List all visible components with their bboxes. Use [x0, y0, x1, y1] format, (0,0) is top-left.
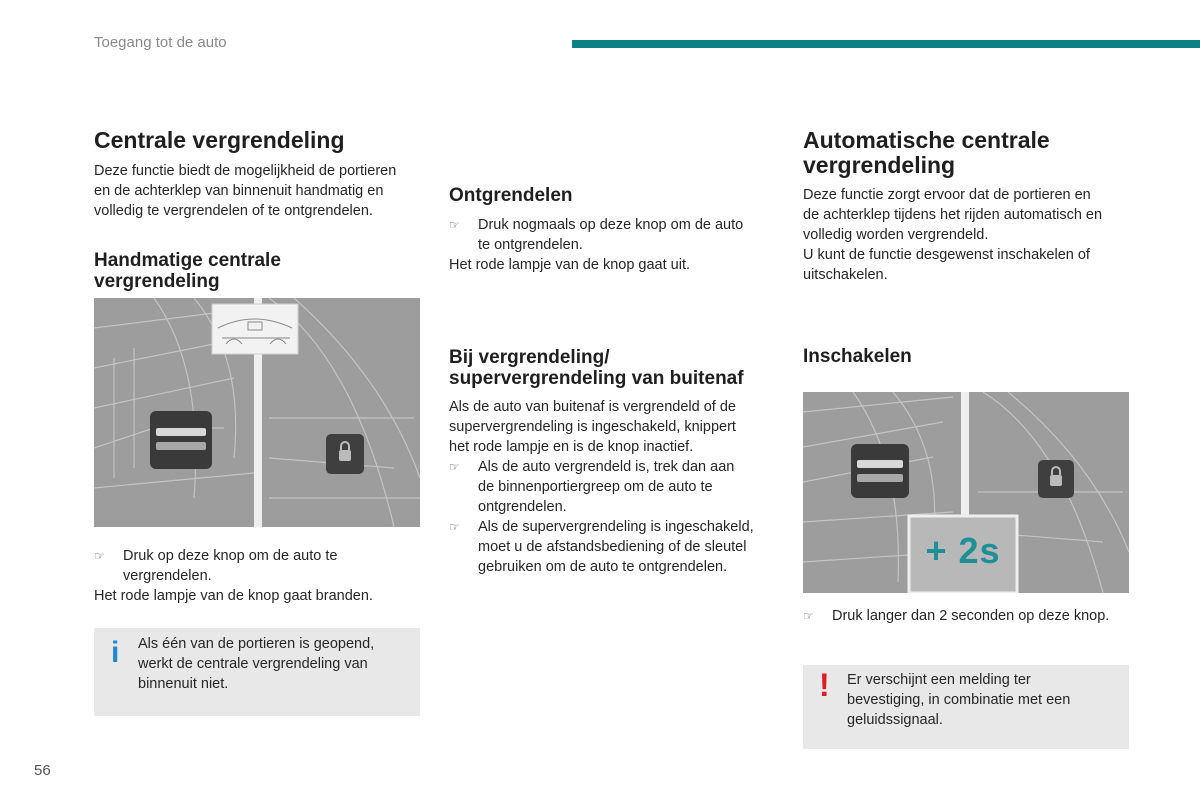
note-line: binnenuit niet.	[138, 676, 229, 692]
intro-line: volledig te vergrendelen of te ontgrendelen.	[94, 203, 373, 219]
column-1	[94, 128, 424, 292]
note-line: Er verschijnt een melding ter	[847, 672, 1031, 688]
note-line: geluidssignaal.	[847, 712, 943, 728]
ext-bullet-2	[449, 517, 779, 577]
subsection-title: Handmatige centrale	[94, 250, 281, 271]
bullet-line: Als de supervergrendeling is ingeschakeld,	[478, 519, 754, 535]
header-accent-bar	[572, 40, 1200, 48]
auto-lock-button-photo	[803, 392, 1129, 593]
note-line: Als één van de portieren is geopend,	[138, 636, 375, 652]
ext-intro-line: het rode lampje en is de knop inactief.	[449, 439, 694, 455]
external-lock-title: supervergrendeling van buitenaf	[449, 368, 744, 389]
column-2	[449, 185, 779, 577]
hand-pointer-icon: ☞	[449, 218, 460, 232]
info-note	[94, 628, 420, 716]
instruction-bullet	[803, 606, 1143, 626]
section-title: Centrale vergrendeling	[94, 127, 345, 153]
intro-line: Deze functie biedt de mogelijkheid de portieren	[94, 163, 397, 179]
bullet-line: moet u de afstandsbediening of de sleutel	[478, 539, 747, 555]
intro-line: en de achterklep van binnenuit handmatig en	[94, 183, 384, 199]
instruction-bullet	[94, 546, 424, 586]
column-3-lower	[803, 606, 1143, 626]
warning-icon: !	[819, 667, 830, 703]
note-line: bevestiging, in combinatie met een	[847, 692, 1071, 708]
unlock-result: Het rode lampje van de knop gaat uit.	[449, 257, 691, 273]
intro-line: de achterklep tijdens het rijden automatisch en	[803, 207, 1103, 223]
enable-title: Inschakelen	[803, 346, 912, 367]
hand-pointer-icon: ☞	[449, 460, 460, 474]
bullet-line: de binnenportiergreep om de auto te	[478, 479, 713, 495]
bullet-line: Als de auto vergrendeld is, trek dan aan	[478, 459, 735, 475]
intro-line: volledig worden vergrendeld.	[803, 227, 989, 243]
subsection-title: vergrendeling	[94, 271, 220, 292]
bullet-line: vergrendelen.	[123, 568, 212, 584]
ext-intro-line: Als de auto van buitenaf is vergrendeld of de	[449, 399, 736, 415]
ext-intro-line: supervergrendeling is ingeschakeld, knippert	[449, 419, 736, 435]
external-lock-title: Bij vergrendeling/	[449, 347, 610, 368]
bullet-line: Druk op deze knop om de auto te	[123, 548, 338, 564]
warning-note	[803, 665, 1129, 749]
hand-pointer-icon: ☞	[94, 549, 105, 563]
dashboard-button-photo	[94, 298, 420, 527]
bullet-line: te ontgrendelen.	[478, 237, 583, 253]
result-text: Het rode lampje van de knop gaat branden.	[94, 588, 373, 604]
section-title: Automatische centrale	[803, 127, 1050, 153]
intro-line: Deze functie zorgt ervoor dat de portieren en	[803, 187, 1091, 203]
note-line: werkt de centrale vergrendeling van	[138, 656, 368, 672]
info-icon: i	[111, 636, 120, 669]
page-number: 56	[34, 762, 51, 779]
bullet-line: Druk nogmaals op deze knop om de auto	[478, 217, 744, 233]
column-3	[803, 128, 1143, 367]
ext-bullet-1	[449, 457, 779, 517]
unlock-title: Ontgrendelen	[449, 185, 573, 206]
hand-pointer-icon: ☞	[803, 609, 814, 623]
two-seconds-badge: + 2s	[925, 530, 1001, 571]
bullet-line: gebruiken om de auto te ontgrendelen.	[478, 559, 728, 575]
column-1-lower	[94, 546, 424, 606]
intro-line: uitschakelen.	[803, 267, 888, 283]
hand-pointer-icon: ☞	[449, 520, 460, 534]
bullet-line: Druk langer dan 2 seconden op deze knop.	[832, 608, 1110, 624]
unlock-bullet	[449, 215, 779, 255]
section-title: vergrendeling	[803, 152, 956, 178]
intro-line: U kunt de functie desgewenst inschakelen of	[803, 247, 1090, 263]
section-header: Toegang tot de auto	[94, 34, 227, 51]
bullet-line: ontgrendelen.	[478, 499, 567, 515]
dashboard-illustration	[94, 298, 420, 527]
